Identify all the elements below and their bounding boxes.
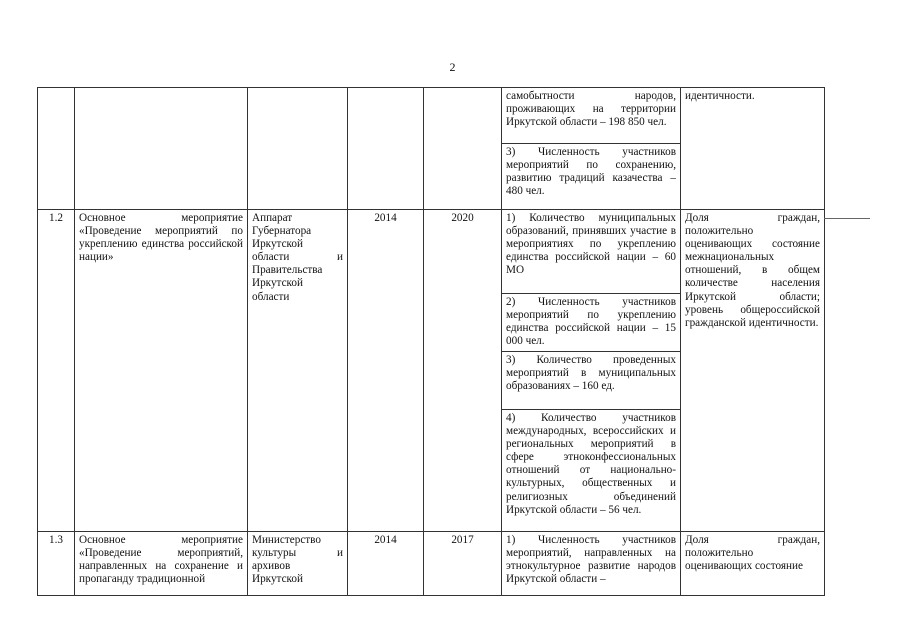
executor: Аппарат Губернатора Иркутской области и Правительства Иркутской области	[248, 210, 348, 532]
indicator-cell: 2) Численность участников мероприятий по укреплению единства российской нации – 15 000 чел.	[502, 294, 681, 352]
executor: Министерство культуры и архивов Иркутской	[248, 532, 348, 596]
start-year: 2014	[348, 532, 424, 596]
page-number: 2	[449, 60, 456, 74]
indicator-cell: 1) Количество муниципальных образований, принявших участие в мероприятиях по укреплению единства российской нации – 60 МО	[502, 210, 681, 294]
expected-result: Доля граждан, положительно оценивающих состояние межнациональных отношений, в общем количестве населения Иркутской области; уровень общероссийской гражданской идентичности.	[681, 210, 825, 532]
name-cell	[75, 88, 248, 210]
expected-result: Доля граждан, положительно оценивающих состояние	[681, 532, 825, 596]
indicator-cell: 1) Численность участников мероприятий, направленных на этнокультурное развитие народов Иркутской области –	[502, 532, 681, 596]
table-row	[38, 210, 825, 294]
table-row	[38, 88, 825, 144]
executor-cell	[248, 88, 348, 210]
end-year: 2017	[424, 532, 502, 596]
row-number: 1.2	[38, 210, 75, 532]
result-cell: идентичности.	[681, 88, 825, 210]
row-number: 1.3	[38, 532, 75, 596]
indicator-cell: 3) Численность участников мероприятий по сохранению, развитию традиций казачества – 480 чел.	[502, 144, 681, 210]
start-year-cell	[348, 88, 424, 210]
activity-name: Основное мероприятие «Проведение мероприятий по укреплению единства российской нации»	[75, 210, 248, 532]
table-border-stub	[824, 218, 870, 219]
indicator-cell: 3) Количество проведенных мероприятий в муниципальных образованиях – 160 ед.	[502, 352, 681, 410]
num-cell	[38, 88, 75, 210]
start-year: 2014	[348, 210, 424, 532]
indicator-cell: самобытности народов, проживающих на территории Иркутской области – 198 850 чел.	[502, 88, 681, 144]
indicator-cell: 4) Количество участников международных, всероссийских и региональных мероприятий в сфере этноконфессиональных отношений от национально-культурных, общественных и религиозных объединений Иркутской области – 56 чел.	[502, 410, 681, 532]
table-row	[38, 532, 825, 596]
program-table	[37, 87, 825, 596]
activity-name: Основное мероприятие «Проведение мероприятий, направленных на сохранение и пропаганду традиционной	[75, 532, 248, 596]
end-year: 2020	[424, 210, 502, 532]
end-year-cell	[424, 88, 502, 210]
